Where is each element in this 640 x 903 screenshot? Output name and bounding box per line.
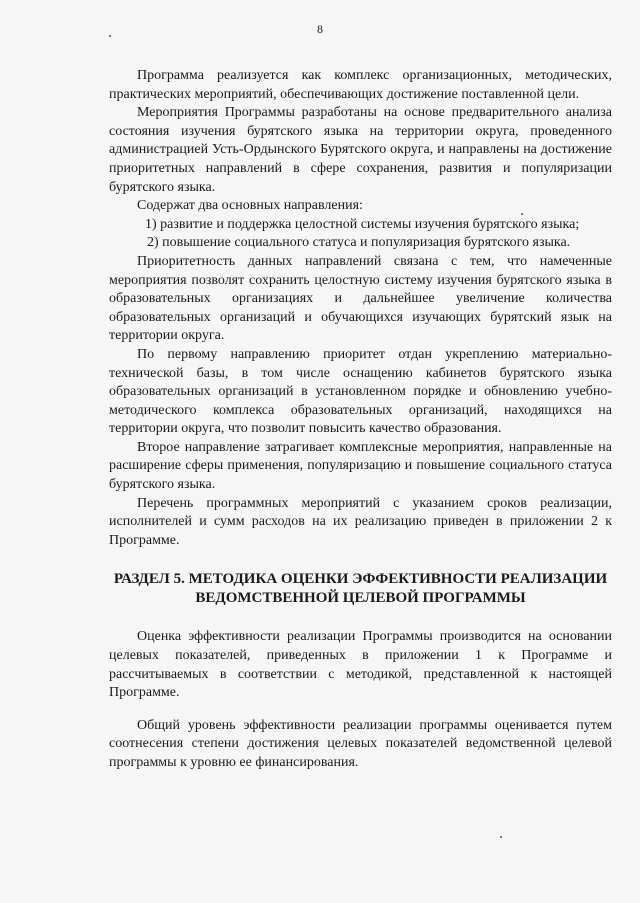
scan-speck — [500, 836, 502, 838]
paragraph: Общий уровень эффективности реализации программы оценивается путем соотнесения степени достижения целевых показателей ведомственной целевой программы к уровню ее финансирования. — [109, 717, 612, 770]
list-item: 2) повышение социального статуса и популяризация бурятского языка. — [147, 235, 571, 251]
list-item: 1) развитие и поддержка целостной системы изучения бурятского языка; — [145, 216, 580, 232]
section-heading-line: ВЕДОМСТВЕННОЙ ЦЕЛЕВОЙ ПРОГРАММЫ — [195, 590, 526, 607]
document-body — [109, 67, 612, 773]
paragraph: Приоритетность данных направлений связана с тем, что намеченные мероприятия позволят сохранить целостную систему изучения бурятского языка в образовательных организациях и дальнейшее увеличение количества образовательных организаций и обучающихся изучающих бурятский язык на территории округа. — [109, 253, 612, 344]
scan-speck — [109, 35, 111, 37]
paragraph: Оценка эффективности реализации Программы производится на основании целевых показателей, приведенных в приложении 1 к Программе и рассчитываемых в соответствии с методикой, представленной к настоящей Программе. — [109, 629, 612, 701]
paragraph-gap — [109, 703, 612, 717]
paragraph: Мероприятия Программы разработаны на основе предварительного анализа состояния изучения бурятского языка на территории округа, проведенного администрацией Усть-Ордынского Бурятского округа, и направлены на достижение приоритетных направлений в сфере сохранения, развития и популяризации бурятского языка. — [109, 105, 612, 195]
paragraph: Перечень программных мероприятий с указанием сроков реализации, исполнителей и сумм расходов на их реализацию приведен в приложении 2 к Программе. — [109, 495, 612, 548]
section-heading — [109, 570, 612, 608]
paragraph: Программа реализуется как комплекс организационных, методических, практических мероприятий, обеспечивающих достижение поставленной цели. — [109, 68, 612, 102]
page-number: 8 — [317, 22, 323, 36]
section-heading-line: РАЗДЕЛ 5. МЕТОДИКА ОЦЕНКИ ЭФФЕКТИВНОСТИ РЕАЛИЗАЦИИ — [113, 571, 608, 588]
paragraph: Второе направление затрагивает комплексные мероприятия, направленные на расширение сферы применения, популяризацию и повышение социального статуса бурятского языка. — [109, 439, 612, 493]
paragraph: Содержат два основных направления: — [137, 198, 363, 214]
paragraph: По первому направлению приоритет отдан укреплению материально-технической базы, в том числе оснащению кабинетов бурятского языка образовательных организаций в установленном порядке и обновлению учебно-методического комплекса образовательных организаций, находящихся на территории округа, что позволит повысить качество образования. — [109, 346, 612, 437]
